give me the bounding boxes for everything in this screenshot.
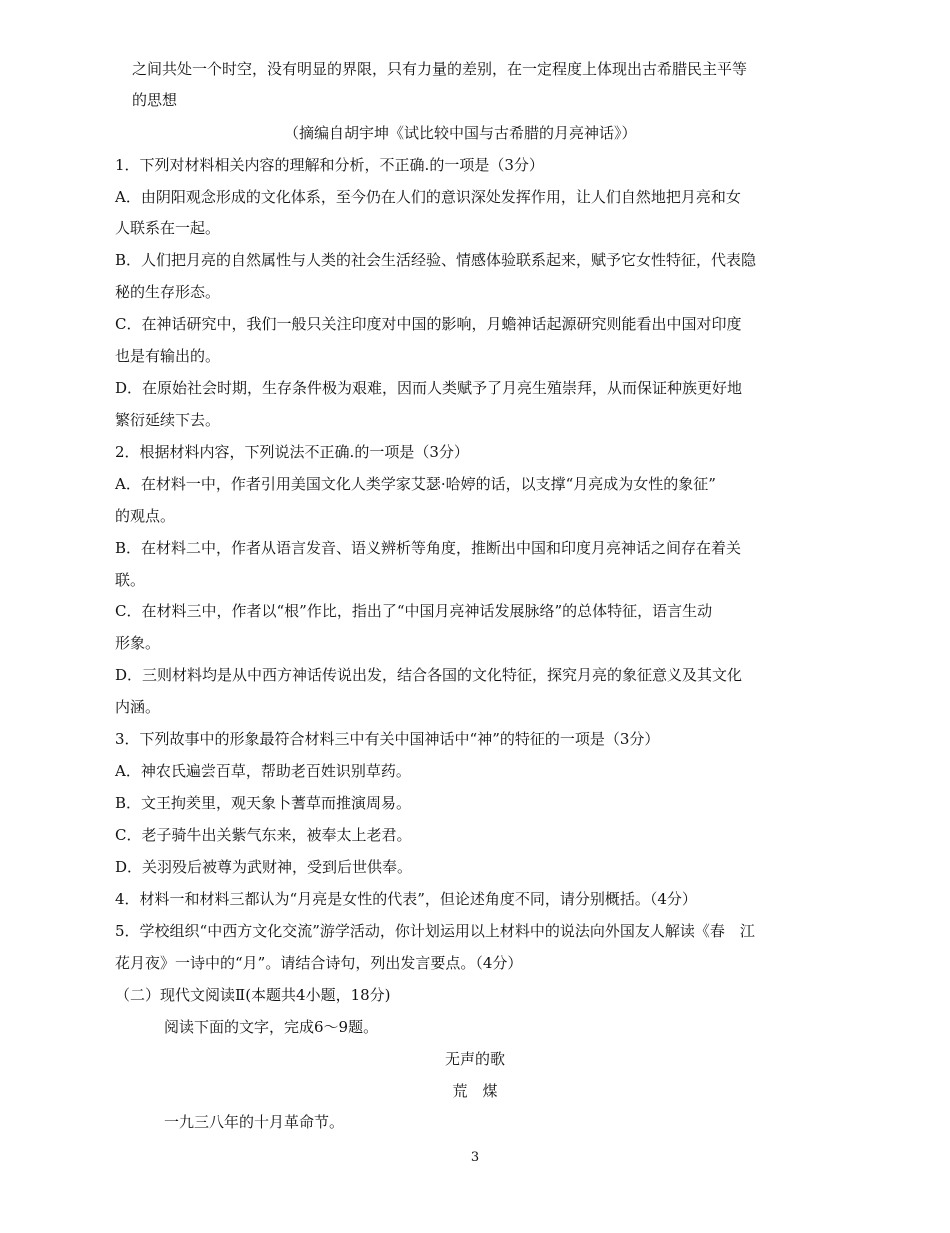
option-d-cont: 内涵。 bbox=[115, 698, 161, 716]
option-c: C．老子骑牛出关紫气东来，被奉太上老君。 bbox=[115, 826, 412, 844]
option-a: A．在材料一中，作者引用美国文化人类学家艾瑟·哈婷的话，以支撑“月亮成为女性的象征” bbox=[115, 475, 716, 493]
page-number: 3 bbox=[470, 1150, 480, 1165]
option-a: A．神农氏遍尝百草，帮助老百姓识别草药。 bbox=[115, 762, 411, 780]
question-2-stem: 2．根据材料内容，下列说法不正确.的一项是（3分） bbox=[115, 443, 469, 461]
option-d: D．关羽殁后被尊为武财神，受到后世供奉。 bbox=[115, 858, 413, 876]
option-c-cont: 形象。 bbox=[115, 634, 161, 652]
option-c-cont: 也是有输出的。 bbox=[115, 347, 221, 365]
question-3-stem: 3．下列故事中的形象最符合材料三中有关中国神话中“神”的特征的一项是（3分） bbox=[115, 730, 660, 748]
option-c: C．在材料三中，作者以“根”作比，指出了“中国月亮神话发展脉络”的总体特征，语言生动 bbox=[115, 602, 713, 620]
option-b: B．文王拘羑里，观天象卜蓍草而推演周易。 bbox=[115, 794, 412, 812]
section-heading: （二）现代文阅读Ⅱ(本题共4小题，18分) bbox=[115, 986, 391, 1004]
article-author: 荒 煤 bbox=[452, 1082, 498, 1100]
option-a-cont: 人联系在一起。 bbox=[115, 219, 221, 237]
question-1-stem: 1．下列对材料相关内容的理解和分析，不正确.的一项是（3分） bbox=[115, 156, 544, 174]
article-title: 无声的歌 bbox=[444, 1050, 505, 1068]
intro-line: 的思想 bbox=[132, 91, 178, 109]
option-b: B．在材料二中，作者从语言发音、语义辨析等角度，推断出中国和印度月亮神话之间存在着关 bbox=[115, 539, 742, 557]
option-d: D．在原始社会时期，生存条件极为艰难，因而人类赋予了月亮生殖崇拜，从而保证种族更好地 bbox=[115, 379, 743, 397]
option-a: A．由阴阳观念形成的文化体系，至今仍在人们的意识深处发挥作用，让人们自然地把月亮和女 bbox=[115, 188, 741, 206]
option-b: B．人们把月亮的自然属性与人类的社会生活经验、情感体验联系起来，赋予它女性特征，代表隐 bbox=[115, 251, 757, 269]
question-4-stem: 4．材料一和材料三都认为“月亮是女性的代表”，但论述角度不同，请分别概括。（4分） bbox=[115, 890, 697, 908]
source-citation: （摘编自胡宇坤《试比较中国与古希腊的月亮神话》） bbox=[284, 124, 637, 142]
option-a-cont: 的观点。 bbox=[115, 507, 176, 525]
article-first-line: 一九三八年的十月革命节。 bbox=[164, 1113, 345, 1131]
option-b-cont: 秘的生存形态。 bbox=[115, 283, 221, 301]
option-d: D．三则材料均是从中西方神话传说出发，结合各国的文化特征，探究月亮的象征意义及其文化 bbox=[115, 666, 743, 684]
question-5-cont: 花月夜》一诗中的“月”。请结合诗句，列出发言要点。（4分） bbox=[115, 954, 523, 972]
reading-instruction: 阅读下面的文字，完成6～9题。 bbox=[164, 1018, 379, 1036]
question-5-stem: 5．学校组织“中西方文化交流”游学活动，你计划运用以上材料中的说法向外国友人解读《春 江 bbox=[115, 922, 755, 940]
option-c: C．在神话研究中，我们一般只关注印度对中国的影响，月蟾神话起源研究则能看出中国对印度 bbox=[115, 315, 742, 333]
intro-line: 之间共处一个时空，没有明显的界限，只有力量的差别，在一定程度上体现出古希腊民主平等 bbox=[132, 60, 748, 78]
option-d-cont: 繁衍延续下去。 bbox=[115, 411, 221, 429]
option-b-cont: 联。 bbox=[115, 571, 146, 589]
